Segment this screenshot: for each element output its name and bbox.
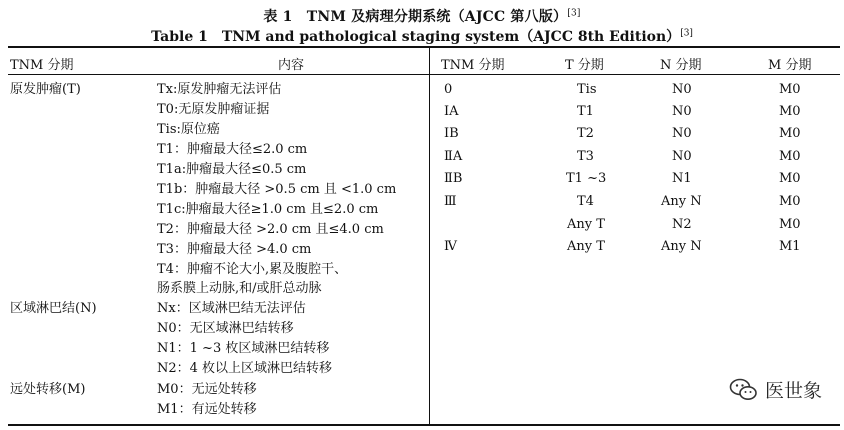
table-top-rule — [8, 46, 840, 48]
n-cell: N0 — [672, 149, 692, 164]
t-cell: Any T — [567, 239, 605, 254]
t-cell: Tis — [577, 82, 597, 97]
n-cell: Any N — [661, 194, 702, 209]
list-item: T1a:肿瘤最大径≤0.5 cm — [157, 162, 307, 177]
list-item: N1：1 ~3 枚区域淋巴结转移 — [157, 341, 330, 356]
watermark-text: 医世象 — [764, 380, 822, 402]
n-cell: N0 — [672, 126, 692, 141]
m-cell: M0 — [779, 126, 801, 141]
table-bottom-rule — [8, 424, 840, 426]
right-header-tnm: TNM 分期 — [441, 58, 505, 73]
stage-cell: Ⅳ — [444, 239, 457, 254]
list-item: N2：4 枚以上区域淋巴结转移 — [157, 361, 333, 376]
list-item: 肠系膜上动脉,和/或肝总动脉 — [157, 281, 322, 296]
wechat-icon — [729, 377, 759, 403]
t-cell: T3 — [577, 149, 594, 164]
list-item: Tis:原位癌 — [157, 122, 220, 137]
stage-cell: ⅡB — [444, 171, 463, 186]
right-header-n: N 分期 — [660, 58, 702, 73]
group-label-distant-metastasis: 远处转移(M) — [10, 382, 86, 397]
list-item: T3：肿瘤最大径 >4.0 cm — [157, 242, 312, 257]
list-item: M1：有远处转移 — [157, 402, 257, 417]
m-cell: M0 — [779, 217, 801, 232]
list-item: T1b：肿瘤最大径 >0.5 cm 且 <1.0 cm — [157, 182, 397, 197]
group-label-regional-lymph-nodes: 区域淋巴结(N) — [10, 301, 97, 316]
n-cell: N0 — [672, 104, 692, 119]
m-cell: M0 — [779, 149, 801, 164]
right-header-m: M 分期 — [768, 58, 812, 73]
left-header-tnm: TNM 分期 — [10, 58, 74, 73]
caption-english: Table 1 TNM and pathological staging system（AJCC 8th Edition）[3] — [151, 28, 693, 45]
watermark — [729, 376, 822, 403]
list-item: M0：无远处转移 — [157, 382, 257, 397]
stage-cell: ⅠA — [444, 104, 459, 119]
right-header-t: T 分期 — [565, 58, 604, 73]
list-item: Nx：区域淋巴结无法评估 — [157, 301, 306, 316]
stage-cell: ⅡA — [444, 149, 463, 164]
t-cell: Any T — [567, 217, 605, 232]
stage-cell: ⅠB — [444, 126, 459, 141]
m-cell: M0 — [779, 194, 801, 209]
header-rule — [8, 74, 840, 75]
m-cell: M1 — [779, 239, 801, 254]
stage-cell: Ⅲ — [444, 194, 457, 209]
list-item: T2：肿瘤最大径 >2.0 cm 且≤4.0 cm — [157, 222, 384, 237]
n-cell: N0 — [672, 82, 692, 97]
list-item: T1c:肿瘤最大径≥1.0 cm 且≤2.0 cm — [157, 202, 379, 217]
list-item: N0：无区域淋巴结转移 — [157, 321, 294, 336]
caption-chinese: 表 1 TNM 及病理分期系统（AJCC 第八版）[3] — [263, 8, 581, 25]
t-cell: T1 ~3 — [566, 171, 607, 186]
t-cell: T4 — [577, 194, 594, 209]
list-item: T0:无原发肿瘤证据 — [157, 102, 270, 117]
left-header-content: 内容 — [278, 58, 305, 73]
n-cell: N1 — [672, 171, 692, 186]
t-cell: T1 — [577, 104, 594, 119]
list-item: Tx:原发肿瘤无法评估 — [157, 82, 282, 97]
group-label-primary-tumor: 原发肿瘤(T) — [10, 82, 81, 97]
m-cell: M0 — [779, 104, 801, 119]
t-cell: T2 — [577, 126, 594, 141]
n-cell: N2 — [672, 217, 692, 232]
list-item: T4：肿瘤不论大小,累及腹腔干、 — [157, 262, 348, 277]
column-divider — [429, 47, 430, 424]
m-cell: M0 — [779, 171, 801, 186]
stage-cell: 0 — [444, 82, 453, 97]
n-cell: Any N — [661, 239, 702, 254]
m-cell: M0 — [779, 82, 801, 97]
list-item: T1：肿瘤最大径≤2.0 cm — [157, 142, 308, 157]
